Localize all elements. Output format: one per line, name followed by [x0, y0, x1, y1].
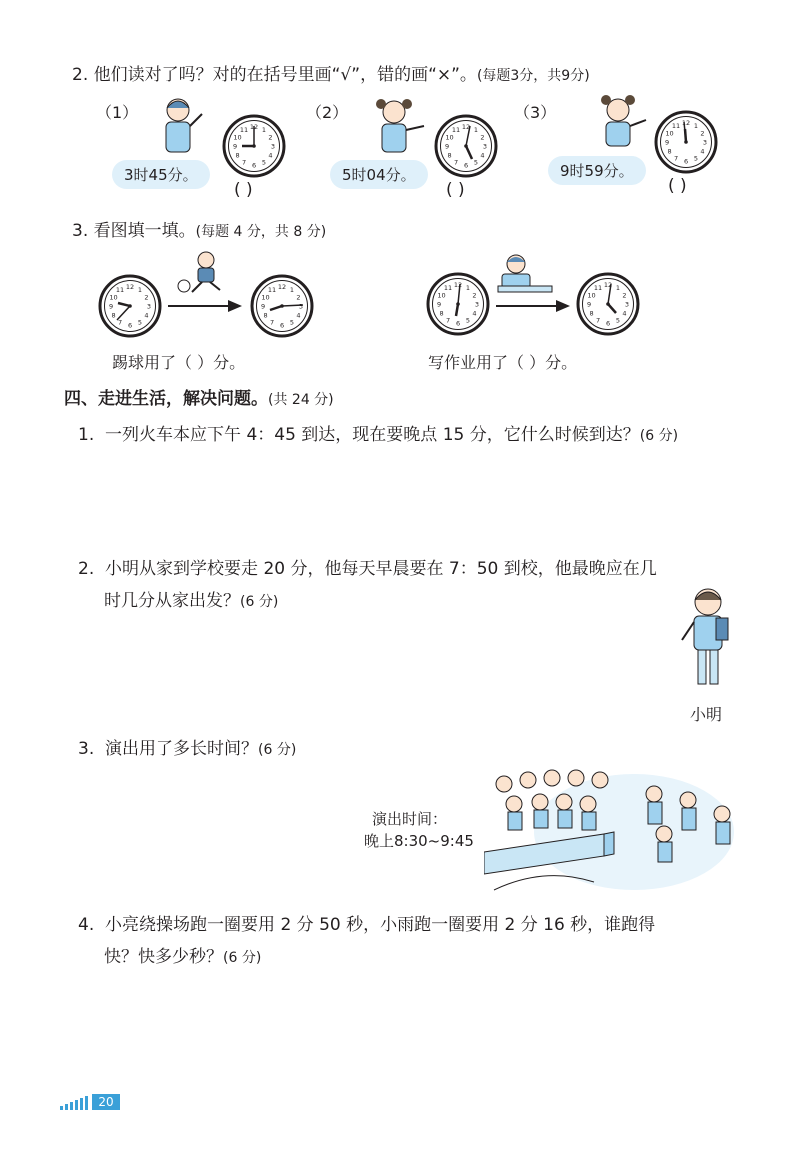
answer-paren-1[interactable]: ( )	[234, 180, 253, 200]
speech-bubble-3: 9时59分。	[548, 156, 646, 185]
clock-icon	[96, 272, 164, 340]
item-label-2: （2）	[306, 103, 349, 122]
clock-icon	[654, 110, 718, 174]
girl-figure-icon	[596, 92, 652, 162]
section3-title: 3. 看图填一填。(每题 4 分，共 8 分)	[72, 221, 327, 241]
caption-homework: 写作业用了（ ）分。	[428, 353, 578, 372]
arrow-icon	[168, 298, 242, 314]
clock-icon	[434, 114, 498, 178]
homework-kid-icon	[494, 252, 554, 298]
page-number: 20	[92, 1094, 120, 1110]
xiaoming-label: 小明	[690, 705, 723, 724]
soccer-kid-icon	[176, 250, 228, 298]
xiaoming-figure-icon	[680, 586, 736, 694]
part4-title: 四、走进生活，解决问题。(共 24 分)	[64, 389, 334, 409]
question-3: 3. 演出用了多长时间？(6 分)	[78, 739, 297, 759]
question-2: 2. 小明从家到学校要走 20 分，他每天早晨要在 7：50 到校，他最晚应在几	[78, 559, 657, 579]
speech-bubble-1: 3时45分。	[112, 160, 210, 189]
clock-icon	[248, 272, 316, 340]
item-label-3: （3）	[514, 103, 557, 122]
chorus-stage-icon	[484, 762, 740, 894]
clock-icon	[222, 114, 286, 178]
boy-figure-icon	[158, 96, 208, 166]
clock-icon	[424, 270, 492, 338]
arrow-icon	[496, 298, 570, 314]
answer-paren-2[interactable]: ( )	[446, 180, 465, 200]
show-label: 演出时间：	[372, 810, 448, 828]
page-bars-icon	[60, 1096, 90, 1110]
section2-title: 2. 他们读对了吗？对的在括号里画“√”，错的画“×”。(每题3分，共9分)	[72, 65, 590, 85]
show-time: 晚上8:30~9:45	[364, 832, 474, 850]
clock-icon	[574, 270, 642, 338]
answer-paren-3[interactable]: ( )	[668, 176, 687, 196]
question-4: 4. 小亮绕操场跑一圈要用 2 分 50 秒，小雨跑一圈要用 2 分 16 秒，谁跑得	[78, 915, 656, 935]
girl-figure-icon	[372, 96, 428, 166]
speech-bubble-2: 5时04分。	[330, 160, 428, 189]
question-4-line2: 快？快多少秒？(6 分)	[104, 947, 262, 967]
question-1: 1. 一列火车本应下午 4：45 到达，现在要晚点 15 分，它什么时候到达？(6 分)	[78, 425, 679, 445]
item-label-1: （1）	[96, 103, 139, 122]
question-2-line2: 时几分从家出发？(6 分)	[104, 591, 279, 611]
caption-soccer: 踢球用了（ ）分。	[112, 353, 246, 372]
